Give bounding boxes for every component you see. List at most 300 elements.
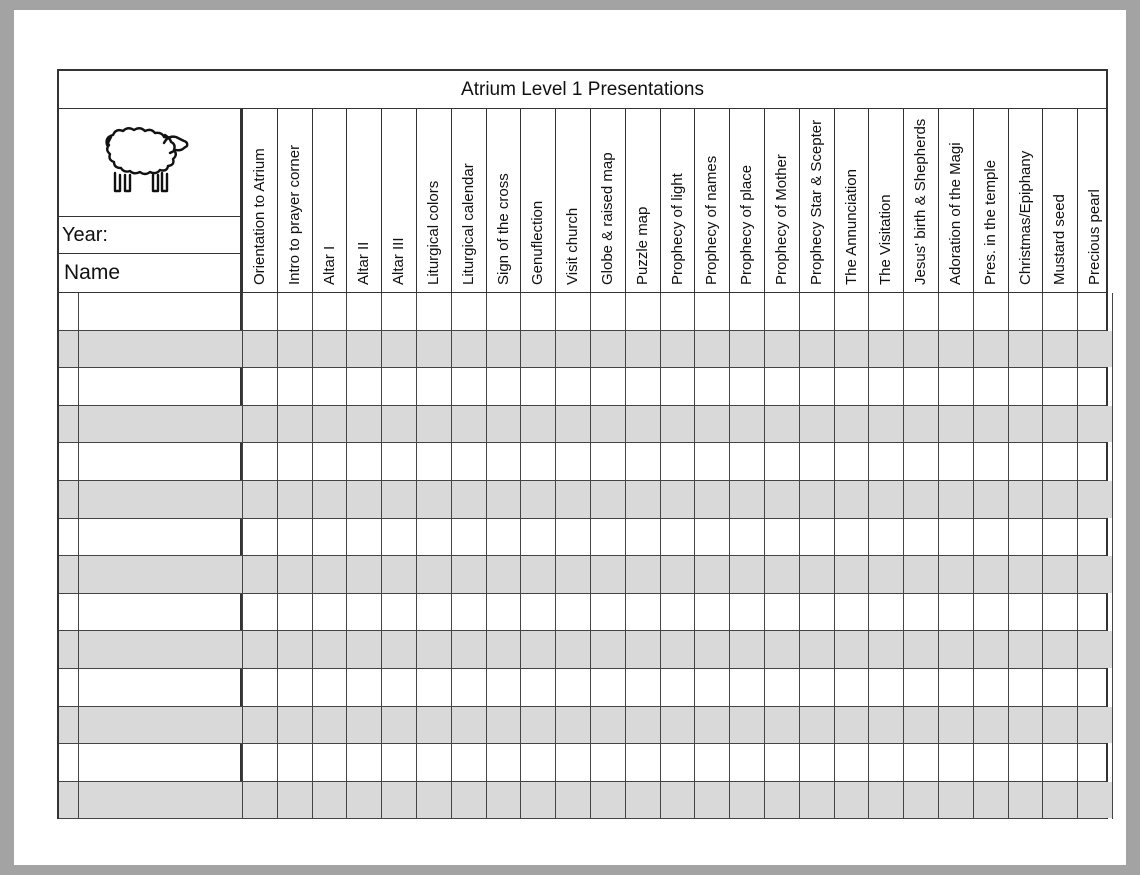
checkbox-cell <box>625 707 660 744</box>
checkbox-cell <box>277 293 312 330</box>
checkbox-cell <box>416 293 451 330</box>
header-presentation <box>277 109 312 292</box>
header-presentation-label: Adoration of the Magi <box>947 142 964 285</box>
checkbox-cell <box>242 368 277 405</box>
checkbox-cell <box>973 782 1008 819</box>
checkbox-cell <box>277 707 312 744</box>
checkbox-cell <box>625 293 660 330</box>
header-presentation <box>625 109 660 292</box>
checkbox-cell <box>346 782 381 819</box>
checkbox-cell <box>1077 368 1112 405</box>
checkbox-cell <box>242 443 277 480</box>
checkbox-cell <box>834 556 869 593</box>
checkbox-cell <box>451 744 486 781</box>
checkbox-cell <box>346 406 381 443</box>
checkbox-cell <box>625 669 660 706</box>
table-row <box>59 519 1106 557</box>
checkbox-cell <box>660 782 695 819</box>
checkbox-cell <box>938 707 973 744</box>
checkbox-cell <box>625 331 660 368</box>
header-presentation <box>520 109 555 292</box>
checkbox-cell <box>416 707 451 744</box>
header-presentation <box>451 109 486 292</box>
checkbox-cell <box>590 368 625 405</box>
checkbox-cell <box>312 556 347 593</box>
checkbox-cell <box>1077 744 1112 781</box>
table-row <box>59 443 1106 481</box>
checkbox-cell <box>555 707 590 744</box>
checkbox-cell <box>625 519 660 556</box>
header-presentation-label: Altar III <box>390 237 408 285</box>
checkbox-cell <box>242 744 277 781</box>
checkbox-cell <box>799 707 834 744</box>
table-row <box>59 293 1106 331</box>
checkbox-cell <box>312 331 347 368</box>
header-presentation-label: Prophecy of place <box>738 164 756 285</box>
checkbox-cell <box>1077 443 1112 480</box>
checkbox-cell <box>973 744 1008 781</box>
checkbox-cell <box>346 481 381 518</box>
checkbox-cell <box>590 594 625 631</box>
checkbox-cell <box>660 556 695 593</box>
checkbox-cell <box>868 406 903 443</box>
checkbox-cell <box>1008 782 1043 819</box>
header-presentation <box>799 109 834 292</box>
checkbox-cell <box>555 669 590 706</box>
checkbox-cell <box>868 669 903 706</box>
student-name-cell <box>79 519 240 556</box>
checkbox-cell <box>381 707 416 744</box>
checkbox-cell <box>277 331 312 368</box>
checkbox-cell <box>451 481 486 518</box>
checkbox-cell <box>555 481 590 518</box>
checkbox-cell <box>242 631 277 668</box>
checkbox-cell <box>694 293 729 330</box>
checkbox-cell <box>729 331 764 368</box>
checkbox-cell <box>555 406 590 443</box>
checkbox-cell <box>1042 707 1077 744</box>
checkbox-cell <box>416 368 451 405</box>
header-presentation <box>729 109 764 292</box>
checkbox-cell <box>799 669 834 706</box>
checkbox-cell <box>625 631 660 668</box>
checkbox-cell <box>520 744 555 781</box>
header-presentation-label: Altar I <box>320 245 338 285</box>
checkbox-cell <box>312 744 347 781</box>
header-presentation-label: Puzzle map <box>633 206 651 285</box>
checkbox-cell <box>660 331 695 368</box>
row-number-cell <box>59 556 79 593</box>
checkbox-cell <box>903 443 938 480</box>
table-row <box>59 594 1106 632</box>
checkbox-cell <box>555 293 590 330</box>
table-row <box>59 556 1106 594</box>
checkbox-cell <box>729 293 764 330</box>
checkbox-cell <box>694 406 729 443</box>
checkbox-cell <box>277 481 312 518</box>
checkbox-cell <box>868 707 903 744</box>
checkbox-cell <box>764 631 799 668</box>
row-number-cell <box>59 669 79 706</box>
checkbox-cell <box>381 368 416 405</box>
checkbox-cell <box>242 556 277 593</box>
checkbox-cell <box>486 556 521 593</box>
checkbox-cell <box>903 519 938 556</box>
checkbox-cell <box>694 744 729 781</box>
header-presentation <box>590 109 625 292</box>
checkbox-cell <box>416 744 451 781</box>
header-presentation <box>416 109 451 292</box>
checkbox-cell <box>799 519 834 556</box>
checkbox-cell <box>346 331 381 368</box>
header-presentation <box>1042 109 1077 292</box>
checkbox-cell <box>277 744 312 781</box>
student-name-cell <box>79 406 240 443</box>
checkbox-cell <box>346 443 381 480</box>
checkbox-cell <box>451 669 486 706</box>
checkbox-cell <box>729 669 764 706</box>
checkbox-cell <box>625 406 660 443</box>
checkbox-cell <box>799 744 834 781</box>
checkbox-cell <box>764 368 799 405</box>
checkbox-cell <box>590 481 625 518</box>
checkbox-cell <box>764 744 799 781</box>
checkbox-cell <box>1042 443 1077 480</box>
checkbox-cell <box>451 594 486 631</box>
checkbox-cell <box>903 293 938 330</box>
checkbox-cell <box>660 631 695 668</box>
checkbox-cell <box>346 669 381 706</box>
checkbox-cell <box>764 519 799 556</box>
checkbox-cell <box>1008 406 1043 443</box>
checkbox-cell <box>834 481 869 518</box>
checkbox-cell <box>451 406 486 443</box>
checkbox-cell <box>381 669 416 706</box>
checkbox-cell <box>903 707 938 744</box>
checkbox-cell <box>312 707 347 744</box>
header-presentation <box>312 109 347 292</box>
checkbox-cell <box>381 556 416 593</box>
checkbox-cell <box>868 782 903 819</box>
checkbox-cell <box>764 406 799 443</box>
checkbox-cell <box>451 631 486 668</box>
checkbox-cell <box>1077 707 1112 744</box>
table-row <box>59 707 1106 745</box>
checkbox-cell <box>486 443 521 480</box>
checkbox-cell <box>242 481 277 518</box>
checkbox-cell <box>1077 782 1112 819</box>
checkbox-cell <box>242 293 277 330</box>
row-number-cell <box>59 368 79 405</box>
table-row <box>59 669 1106 707</box>
checkbox-cell <box>312 443 347 480</box>
checkbox-cell <box>1042 406 1077 443</box>
checkbox-cell <box>834 631 869 668</box>
checkbox-cell <box>590 406 625 443</box>
checkbox-cell <box>1042 631 1077 668</box>
checkbox-cell <box>277 782 312 819</box>
checkbox-cell <box>938 331 973 368</box>
header-presentation <box>381 109 416 292</box>
checkbox-cell <box>938 631 973 668</box>
grid-right-edge <box>1112 293 1113 819</box>
checkbox-cell <box>938 406 973 443</box>
checkbox-cell <box>381 631 416 668</box>
table-row <box>59 406 1106 444</box>
checkbox-cell <box>520 782 555 819</box>
checkbox-cell <box>938 744 973 781</box>
checkbox-cell <box>660 368 695 405</box>
header-presentation-label: Pres. in the temple <box>981 159 999 285</box>
checkbox-cell <box>694 669 729 706</box>
checkbox-cell <box>486 744 521 781</box>
checkbox-cell <box>903 368 938 405</box>
checkbox-cell <box>416 481 451 518</box>
checkbox-cell <box>764 293 799 330</box>
header-presentation-label: The Visitation <box>877 194 895 285</box>
checkbox-cell <box>694 631 729 668</box>
checkbox-cell <box>381 782 416 819</box>
checkbox-cell <box>625 368 660 405</box>
checkbox-cell <box>799 406 834 443</box>
checkbox-cell <box>1008 481 1043 518</box>
checkbox-cell <box>660 406 695 443</box>
checkbox-cell <box>486 481 521 518</box>
table-row <box>59 631 1106 669</box>
checkbox-cell <box>451 707 486 744</box>
header-presentation <box>868 109 903 292</box>
checkbox-cell <box>694 594 729 631</box>
name-label: Name <box>64 261 121 284</box>
header-presentation-label: Altar II <box>355 241 373 285</box>
checkbox-cell <box>346 594 381 631</box>
row-number-cell <box>59 406 79 443</box>
checkbox-cell <box>520 594 555 631</box>
checkbox-cell <box>729 744 764 781</box>
checkbox-cell <box>868 594 903 631</box>
checkbox-cell <box>277 556 312 593</box>
checkbox-cell <box>1008 331 1043 368</box>
checkbox-cell <box>868 481 903 518</box>
checkbox-cell <box>834 669 869 706</box>
checkbox-cell <box>381 481 416 518</box>
checkbox-cell <box>381 443 416 480</box>
checkbox-cell <box>312 368 347 405</box>
checkbox-cell <box>1077 519 1112 556</box>
checkbox-cell <box>973 406 1008 443</box>
checkbox-cell <box>590 331 625 368</box>
checkbox-cell <box>486 406 521 443</box>
sheep-icon <box>95 123 205 203</box>
checkbox-cell <box>520 368 555 405</box>
checkbox-cell <box>1008 443 1043 480</box>
checkbox-cell <box>346 744 381 781</box>
checkbox-cell <box>590 556 625 593</box>
table-row <box>59 481 1106 519</box>
checkbox-cell <box>346 293 381 330</box>
checkbox-cell <box>1042 519 1077 556</box>
checkbox-cell <box>764 481 799 518</box>
table-row <box>59 331 1106 369</box>
header-presentation-label: Prophecy of names <box>703 155 721 285</box>
checkbox-cell <box>834 782 869 819</box>
checkbox-cell <box>764 669 799 706</box>
checkbox-cell <box>799 782 834 819</box>
student-name-cell <box>79 556 240 593</box>
header-presentation-label: Sign of the cross <box>494 173 512 285</box>
checkbox-cell <box>625 443 660 480</box>
checkbox-cell <box>1042 368 1077 405</box>
checkbox-cell <box>381 293 416 330</box>
checkbox-cell <box>312 669 347 706</box>
checkbox-cell <box>903 669 938 706</box>
checkbox-cell <box>764 443 799 480</box>
checkbox-cell <box>1077 406 1112 443</box>
checkbox-cell <box>1077 669 1112 706</box>
student-name-cell <box>79 782 240 819</box>
checkbox-cell <box>868 519 903 556</box>
checkbox-cell <box>416 631 451 668</box>
checkbox-cell <box>277 594 312 631</box>
header-presentation-label: Globe & raised map <box>599 152 616 285</box>
checkbox-cell <box>973 707 1008 744</box>
row-number-cell <box>59 744 79 781</box>
checkbox-cell <box>1077 594 1112 631</box>
checkbox-cell <box>555 631 590 668</box>
header-presentation <box>1008 109 1043 292</box>
checkbox-cell <box>416 331 451 368</box>
header-presentation-label: Precious pearl <box>1086 189 1104 285</box>
checkbox-cell <box>729 519 764 556</box>
checkbox-cell <box>625 556 660 593</box>
checkbox-cell <box>416 669 451 706</box>
checkbox-cell <box>486 631 521 668</box>
checkbox-cell <box>903 406 938 443</box>
checkbox-cell <box>694 481 729 518</box>
student-name-cell <box>79 331 240 368</box>
header-presentation <box>764 109 799 292</box>
checkbox-cell <box>729 556 764 593</box>
checkbox-cell <box>312 519 347 556</box>
checkbox-cell <box>1008 669 1043 706</box>
checkbox-cell <box>520 406 555 443</box>
checkbox-cell <box>868 744 903 781</box>
checkbox-cell <box>381 594 416 631</box>
checkbox-cell <box>346 707 381 744</box>
logo-cell <box>59 109 240 217</box>
checkbox-cell <box>625 594 660 631</box>
header-presentation-label: The Annunciation <box>842 169 860 285</box>
checkbox-cell <box>694 331 729 368</box>
checkbox-cell <box>660 519 695 556</box>
checkbox-cell <box>764 556 799 593</box>
checkbox-cell <box>799 443 834 480</box>
checkbox-cell <box>486 331 521 368</box>
checkbox-cell <box>590 669 625 706</box>
checkbox-cell <box>973 631 1008 668</box>
student-name-cell <box>79 481 240 518</box>
header-presentation <box>834 109 869 292</box>
checkbox-cell <box>451 519 486 556</box>
checkbox-cell <box>590 744 625 781</box>
checkbox-cell <box>486 669 521 706</box>
checkbox-cell <box>416 556 451 593</box>
checkbox-cell <box>520 631 555 668</box>
checkbox-cell <box>660 669 695 706</box>
checkbox-cell <box>555 594 590 631</box>
header-presentation <box>973 109 1008 292</box>
checkbox-cell <box>486 519 521 556</box>
checkbox-cell <box>486 293 521 330</box>
header-presentation <box>555 109 590 292</box>
checkbox-cell <box>868 631 903 668</box>
checkbox-cell <box>799 631 834 668</box>
checkbox-cell <box>312 293 347 330</box>
header-presentation-label: Prophecy Star & Scepter <box>807 119 825 285</box>
checkbox-cell <box>729 594 764 631</box>
checkbox-cell <box>764 331 799 368</box>
checkbox-cell <box>486 782 521 819</box>
checkbox-cell <box>1042 744 1077 781</box>
checkbox-cell <box>590 707 625 744</box>
student-name-cell <box>79 631 240 668</box>
header-presentation <box>903 109 938 292</box>
checkbox-cell <box>381 331 416 368</box>
checkbox-cell <box>799 481 834 518</box>
header-presentation-label: Orientation to Atrium <box>251 148 268 285</box>
checkbox-cell <box>1008 519 1043 556</box>
checkbox-cell <box>520 331 555 368</box>
checkbox-cell <box>834 594 869 631</box>
checkbox-cell <box>346 556 381 593</box>
checkbox-cell <box>451 556 486 593</box>
checkbox-cell <box>346 631 381 668</box>
checkbox-cell <box>973 443 1008 480</box>
checkbox-cell <box>242 519 277 556</box>
checkbox-cell <box>277 669 312 706</box>
checkbox-cell <box>938 481 973 518</box>
checkbox-cell <box>625 481 660 518</box>
row-number-cell <box>59 631 79 668</box>
checkbox-cell <box>590 443 625 480</box>
checkbox-cell <box>694 707 729 744</box>
header-presentation <box>694 109 729 292</box>
checkbox-cell <box>729 368 764 405</box>
checkbox-cell <box>868 368 903 405</box>
checkbox-cell <box>590 519 625 556</box>
checkbox-cell <box>242 406 277 443</box>
checkbox-cell <box>660 744 695 781</box>
sheet-title: Atrium Level 1 Presentations <box>59 71 1106 109</box>
checkbox-cell <box>520 443 555 480</box>
checkbox-cell <box>1008 631 1043 668</box>
checkbox-cell <box>312 631 347 668</box>
checkbox-cell <box>799 368 834 405</box>
checkbox-cell <box>555 519 590 556</box>
presentation-headers <box>242 109 1108 292</box>
checkbox-cell <box>903 631 938 668</box>
checkbox-cell <box>242 782 277 819</box>
checkbox-cell <box>625 782 660 819</box>
checkbox-cell <box>973 519 1008 556</box>
checkbox-cell <box>416 594 451 631</box>
checkbox-cell <box>764 594 799 631</box>
checkbox-cell <box>590 782 625 819</box>
checkbox-cell <box>729 406 764 443</box>
checkbox-cell <box>868 556 903 593</box>
checkbox-cell <box>416 406 451 443</box>
checkbox-cell <box>903 744 938 781</box>
